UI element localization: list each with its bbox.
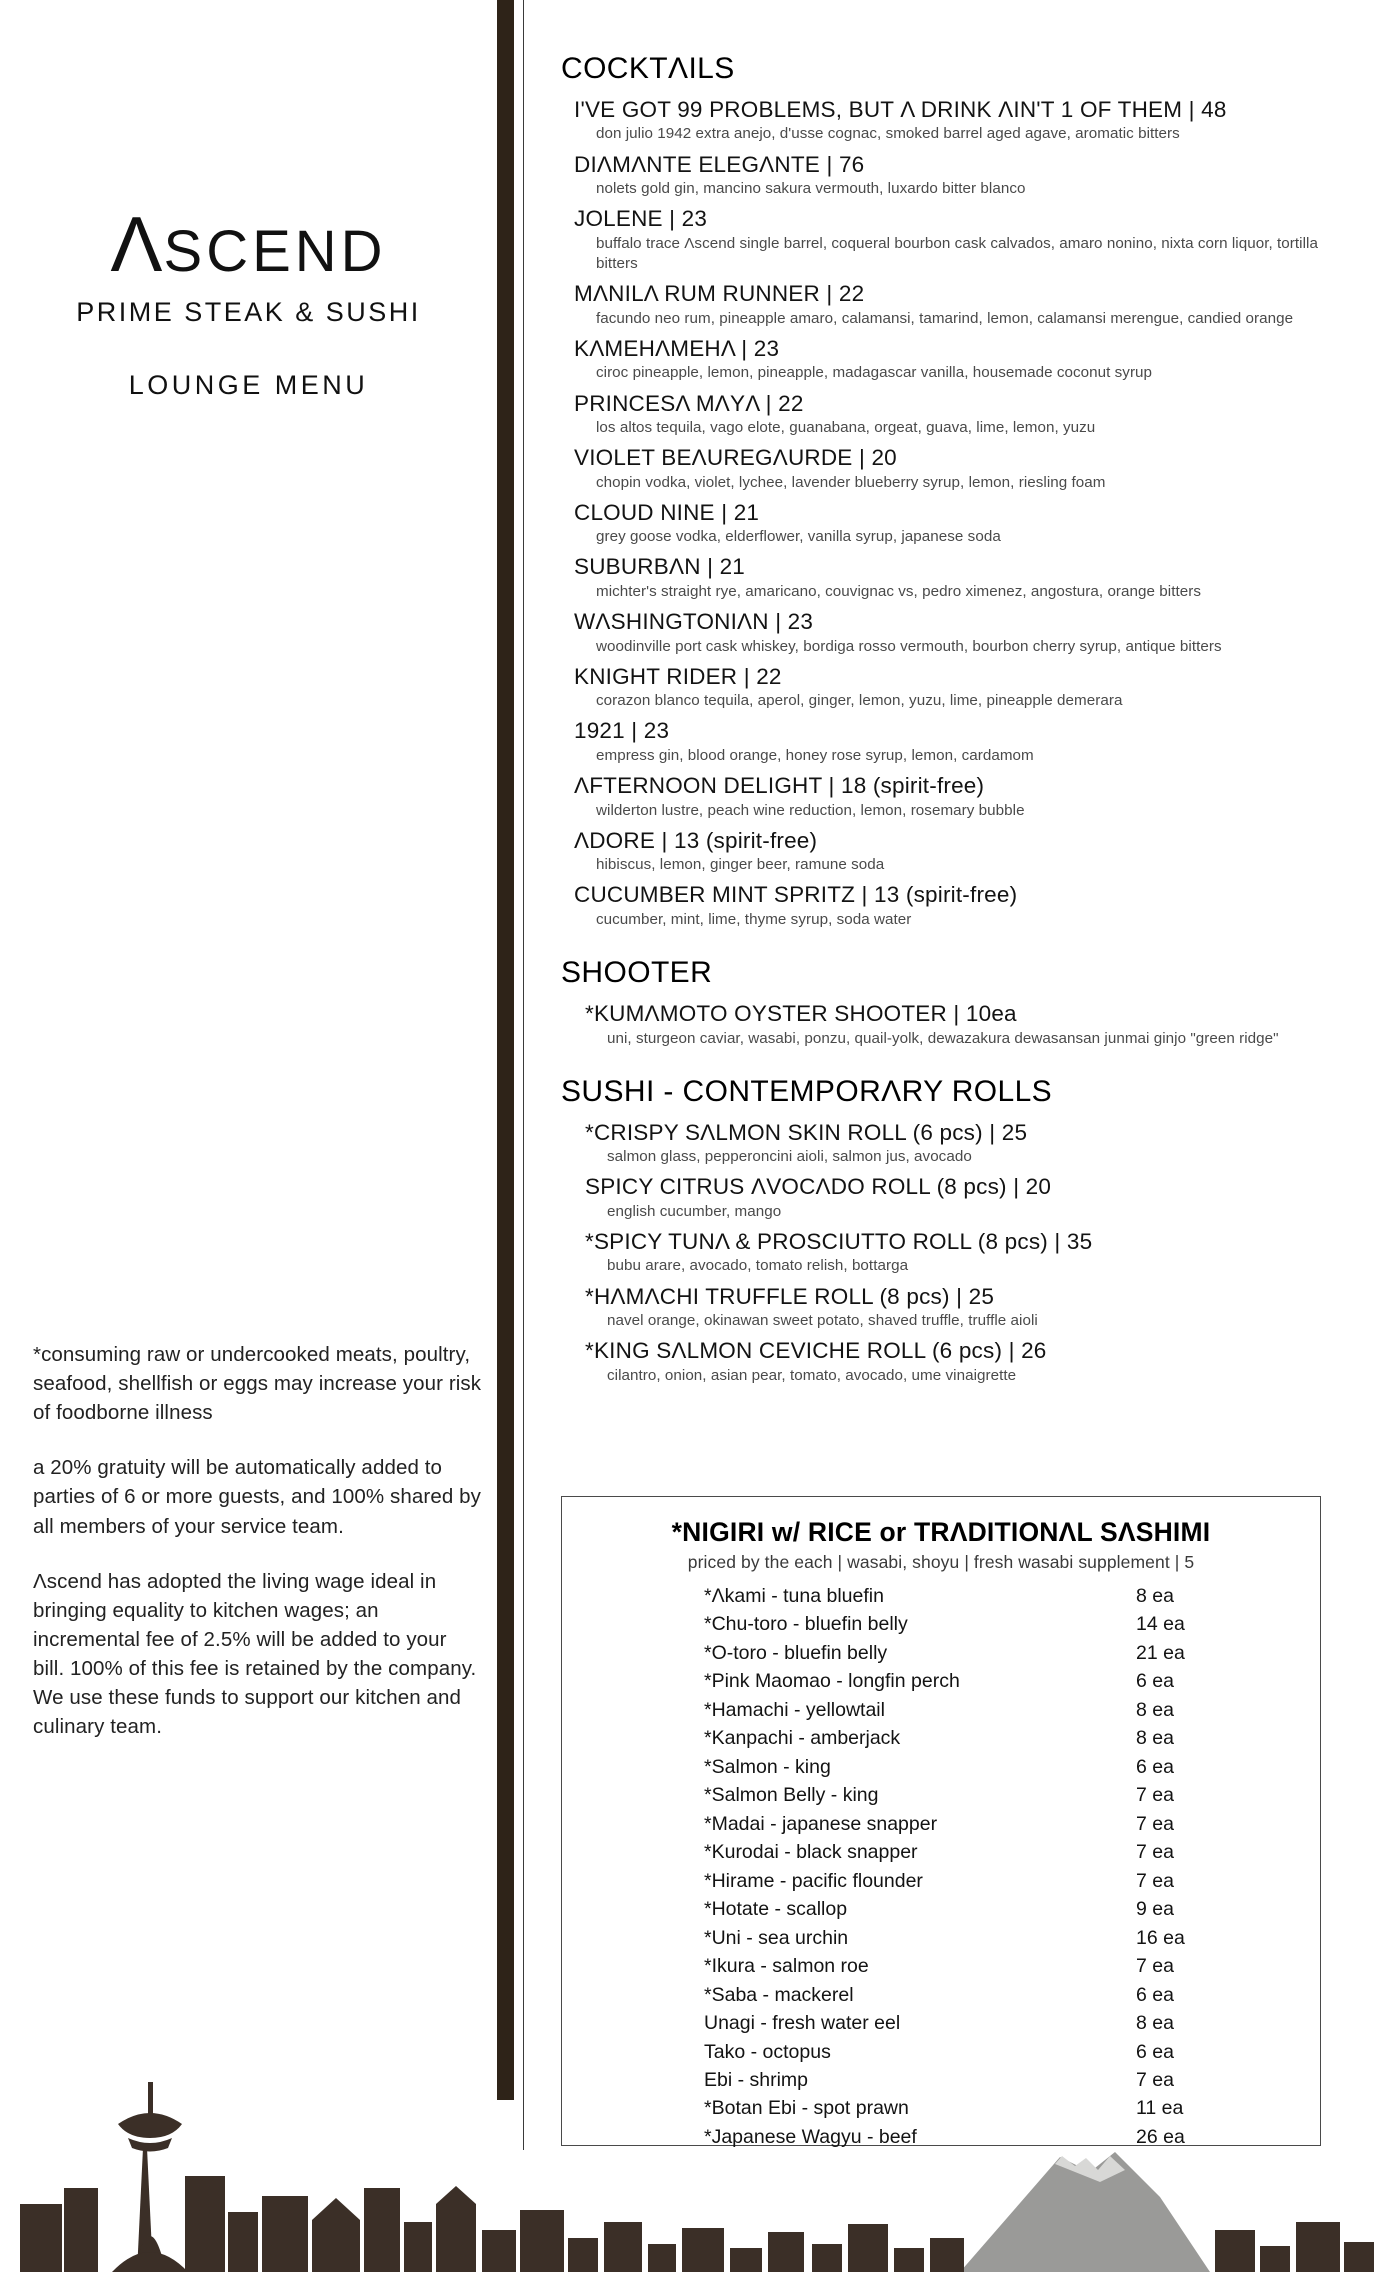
- menu-item: [574, 151, 1340, 200]
- nigiri-item-price: 6 ea: [1136, 1755, 1174, 1778]
- menu-item: [585, 1337, 1340, 1386]
- menu-item: [574, 827, 1340, 876]
- menu-item: [585, 1173, 1340, 1222]
- menu-item: [585, 1228, 1340, 1277]
- right-column: [524, 0, 1380, 1392]
- vertical-divider-bar: [497, 0, 514, 2100]
- menu-item-description: cilantro, onion, asian pear, tomato, avocado, ume vinaigrette: [607, 1366, 1017, 1384]
- menu-item-title: SUBURBΛN | 21: [574, 554, 746, 580]
- menu-item-description: cucumber, mint, lime, thyme syrup, soda water: [596, 910, 912, 928]
- disclaimer-raw-food: *consuming raw or undercooked meats, poultry, seafood, shellfish or eggs may increase your risk of foodborne illness: [33, 1343, 482, 1425]
- brand-logo: [0, 200, 497, 288]
- menu-item-title: 1921 | 23: [574, 718, 670, 744]
- nigiri-row: [704, 1610, 1210, 1638]
- nigiri-item-price: 9 ea: [1136, 1898, 1174, 1921]
- nigiri-item-name: *Ikura - salmon roe: [704, 1955, 869, 1978]
- nigiri-heading: *NIGIRI w/ RICE or TRΛDITIONΛL SΛSHIMI: [671, 1517, 1211, 1547]
- menu-item: [574, 553, 1340, 602]
- nigiri-item-price: 8 ea: [1136, 1585, 1174, 1607]
- nigiri-row: [704, 2038, 1210, 2066]
- menu-item-title: VIOLET BEΛUREGΛURDE | 20: [574, 445, 897, 471]
- nigiri-item-name: *Λkami - tuna bluefin: [704, 1585, 884, 1607]
- nigiri-item-price: 6 ea: [1136, 1983, 1174, 2006]
- brand-block: [0, 200, 497, 401]
- menu-item-description: buffalo trace Λscend single barrel, coqueral bourbon cask calvados, amaro nonino, nixta corn liquor, tortilla bitters: [596, 234, 1318, 272]
- menu-item-description: ciroc pineapple, lemon, pineapple, madagascar vanilla, housemade coconut syrup: [596, 364, 1153, 382]
- menu-item: [585, 1119, 1340, 1168]
- nigiri-item-name: *Botan Ebi - spot prawn: [704, 2097, 909, 2120]
- menu-item-description: salmon glass, pepperoncini aioli, salmon jus, avocado: [607, 1148, 972, 1166]
- nigiri-subheading: priced by the each | wasabi, shoyu | fresh wasabi supplement | 5: [687, 1552, 1195, 1572]
- menu-item-title: *HΛMΛCHI TRUFFLE ROLL (8 pcs) | 25: [585, 1283, 995, 1309]
- nigiri-item-price: 8 ea: [1136, 1698, 1174, 1721]
- nigiri-item-name: *Salmon Belly - king: [704, 1784, 879, 1807]
- nigiri-item-name: *Uni - sea urchin: [704, 1926, 849, 1949]
- menu-item-description: wilderton lustre, peach wine reduction, lemon, rosemary bubble: [596, 801, 1025, 819]
- nigiri-row: [704, 1952, 1210, 1980]
- menu-item-description: corazon blanco tequila, aperol, ginger, lemon, yuzu, lime, pineapple demerara: [596, 692, 1123, 710]
- nigiri-row: [704, 1667, 1210, 1695]
- disclaimer-gratuity: a 20% gratuity will be automatically added to parties of 6 or more guests, and 100% shared by all members of your service team.: [33, 1456, 481, 1538]
- nigiri-item-price: 16 ea: [1136, 1926, 1185, 1949]
- nigiri-row: [704, 2009, 1210, 2037]
- menu-item: [574, 881, 1340, 930]
- menu-item-description: uni, sturgeon caviar, wasabi, ponzu, quail-yolk, dewazakura dewasansan junmai ginjo "green ridge": [607, 1029, 1279, 1047]
- menu-item-title: CUCUMBER MINT SPRITZ | 13 (spirit-free): [574, 882, 1018, 908]
- menu-item-title: *KUMΛMOTO OYSTER SHOOTER | 10ea: [585, 1001, 1017, 1027]
- shooter-list: [561, 1000, 1340, 1049]
- nigiri-row: [704, 1582, 1210, 1610]
- nigiri-price-list: [580, 1582, 1302, 2151]
- menu-item: [574, 444, 1340, 493]
- menu-item-description: facundo neo rum, pineapple amaro, calamansi, tamarind, lemon, calamansi merengue, candied orange: [596, 309, 1294, 327]
- nigiri-item-price: 14 ea: [1136, 1613, 1185, 1636]
- nigiri-item-name: *Kurodai - black snapper: [704, 1841, 918, 1864]
- disclaimer-living-wage: Λscend has adopted the living wage ideal in bringing equality to kitchen wages; an incremental fee of 2.5% will be added to your bill. 100% of this fee is retained by the company. We use these funds to support our kitchen and culinary team.: [33, 1569, 477, 1739]
- nigiri-row: [704, 1781, 1210, 1809]
- menu-item-description: michter's straight rye, amaricano, couvignac vs, pedro ximenez, angostura, orange bitters: [596, 582, 1202, 600]
- section-heading-cocktails: COCKTΛILS: [561, 52, 735, 85]
- nigiri-item-name: *Saba - mackerel: [704, 1983, 854, 2006]
- menu-item-title: JOLENE | 23: [574, 206, 708, 232]
- menu-item: [585, 1283, 1340, 1332]
- nigiri-row: [704, 2123, 1210, 2151]
- cocktails-list: [561, 96, 1340, 930]
- menu-item-title: *CRISPY SΛLMON SKIN ROLL (6 pcs) | 25: [585, 1119, 1028, 1145]
- brand-logo-rest: SCEND: [163, 219, 387, 284]
- nigiri-item-price: 6 ea: [1136, 2040, 1174, 2063]
- nigiri-row: [704, 1724, 1210, 1752]
- nigiri-item-price: 7 ea: [1136, 1869, 1174, 1892]
- menu-item-description: nolets gold gin, mancino sakura vermouth, luxardo bitter blanco: [596, 180, 1026, 198]
- nigiri-sashimi-panel: [561, 1496, 1321, 2146]
- nigiri-item-price: 7 ea: [1136, 1812, 1174, 1835]
- menu-item-description: los altos tequila, vago elote, guanabana, orgeat, guava, lime, lemon, yuzu: [596, 418, 1096, 436]
- nigiri-item-price: 7 ea: [1136, 1955, 1174, 1978]
- menu-item: [574, 717, 1340, 766]
- nigiri-row: [704, 1924, 1210, 1952]
- nigiri-row: [704, 1867, 1210, 1895]
- nigiri-item-price: 8 ea: [1136, 2012, 1174, 2035]
- menu-item: [574, 390, 1340, 439]
- nigiri-item-name: Ebi - shrimp: [704, 2068, 809, 2091]
- menu-item-description: grey goose vodka, elderflower, vanilla syrup, japanese soda: [596, 528, 1001, 546]
- menu-item-title: DIΛMΛNTE ELEGΛNTE | 76: [574, 151, 865, 177]
- menu-item-title: *SPICY TUNΛ & PROSCIUTTO ROLL (8 pcs) | 35: [585, 1229, 1093, 1255]
- nigiri-row: [704, 1838, 1210, 1866]
- menu-item-description: empress gin, blood orange, honey rose syrup, lemon, cardamom: [596, 746, 1034, 764]
- menu-item-description: hibiscus, lemon, ginger beer, ramune soda: [596, 856, 885, 874]
- menu-item: [574, 205, 1340, 274]
- nigiri-row: [704, 2094, 1210, 2122]
- menu-item: [574, 280, 1340, 329]
- section-heading-shooter: SHOOTER: [561, 956, 713, 990]
- menu-item-title: ΛFTERNOON DELIGHT | 18 (spirit-free): [574, 773, 985, 799]
- nigiri-row: [704, 1639, 1210, 1667]
- menu-item-description: woodinville port cask whiskey, bordiga rosso vermouth, bourbon cherry syrup, antique bitters: [596, 637, 1222, 655]
- menu-type-label: LOUNGE MENU: [128, 370, 369, 400]
- nigiri-row: [704, 1696, 1210, 1724]
- disclaimer-block: [33, 1340, 483, 1767]
- nigiri-item-name: *Kanpachi - amberjack: [704, 1727, 901, 1750]
- nigiri-item-name: *Madai - japanese snapper: [704, 1812, 938, 1835]
- menu-item: [585, 1000, 1340, 1049]
- menu-item-title: KNIGHT RIDER | 22: [574, 663, 782, 689]
- nigiri-item-price: 6 ea: [1136, 1670, 1174, 1693]
- menu-item-title: I'VE GOT 99 PROBLEMS, BUT Λ DRINK ΛIN'T 1 OF THEM | 48: [574, 97, 1227, 122]
- nigiri-item-price: 11 ea: [1136, 2097, 1184, 2120]
- left-column: [0, 0, 497, 2272]
- menu-item-description: navel orange, okinawan sweet potato, shaved truffle, truffle aioli: [607, 1312, 1038, 1330]
- menu-item-title: MΛNILΛ RUM RUNNER | 22: [574, 281, 865, 307]
- nigiri-item-price: 21 ea: [1136, 1641, 1185, 1664]
- nigiri-item-price: 7 ea: [1136, 1841, 1174, 1864]
- nigiri-item-name: *Hamachi - yellowtail: [704, 1698, 885, 1721]
- nigiri-item-name: *Chu-toro - bluefin belly: [704, 1613, 908, 1636]
- menu-item-title: CLOUD NINE | 21: [574, 499, 760, 525]
- menu-item: [574, 772, 1340, 821]
- nigiri-row: [704, 1753, 1210, 1781]
- nigiri-row: [704, 1810, 1210, 1838]
- menu-item-description: english cucumber, mango: [607, 1202, 782, 1220]
- nigiri-row: [704, 2066, 1210, 2094]
- menu-item-title: KΛMEHΛMEHΛ | 23: [574, 335, 780, 361]
- menu-item-description: don julio 1942 extra anejo, d'usse cognac, smoked barrel aged agave, aromatic bitters: [596, 125, 1180, 143]
- nigiri-item-name: Tako - octopus: [704, 2040, 831, 2063]
- brand-logo-initial: Λ: [110, 200, 164, 288]
- menu-item-title: SPICY CITRUS ΛVOCΛDO ROLL (8 pcs) | 20: [585, 1174, 1052, 1200]
- menu-item-description: bubu arare, avocado, tomato relish, bottarga: [607, 1257, 909, 1275]
- menu-item: [574, 499, 1340, 548]
- nigiri-item-price: 8 ea: [1136, 1727, 1174, 1750]
- nigiri-item-name: *Hotate - scallop: [704, 1898, 848, 1921]
- nigiri-item-name: *Hirame - pacific flounder: [704, 1869, 923, 1892]
- menu-item: [574, 663, 1340, 712]
- menu-item-title: ΛDORE | 13 (spirit-free): [574, 827, 818, 853]
- nigiri-row: [704, 1895, 1210, 1923]
- nigiri-item-price: 7 ea: [1136, 2068, 1174, 2091]
- nigiri-item-name: Unagi - fresh water eel: [704, 2012, 901, 2035]
- nigiri-item-name: *Japanese Wagyu - beef: [704, 2125, 917, 2148]
- menu-item-title: WΛSHINGTONIΛN | 23: [574, 609, 814, 635]
- menu-item: [574, 335, 1340, 384]
- nigiri-item-name: *Pink Maomao - longfin perch: [704, 1670, 960, 1693]
- menu-item: [574, 608, 1340, 657]
- nigiri-item-price: 26 ea: [1136, 2125, 1185, 2148]
- menu-item-description: chopin vodka, violet, lychee, lavender blueberry syrup, lemon, riesling foam: [596, 473, 1106, 491]
- section-heading-rolls: SUSHI - CONTEMPORΛRY ROLLS: [561, 1074, 1053, 1108]
- brand-subtitle: PRIME STEAK & SUSHI: [76, 297, 421, 327]
- nigiri-item-name: *Salmon - king: [704, 1755, 831, 1778]
- menu-item-title: PRINCESΛ MΛYΛ | 22: [574, 390, 804, 416]
- rolls-list: [561, 1119, 1340, 1386]
- nigiri-row: [704, 1981, 1210, 2009]
- nigiri-item-price: 7 ea: [1136, 1784, 1174, 1807]
- nigiri-item-name: *O-toro - bluefin belly: [704, 1641, 888, 1664]
- menu-item-title: *KING SΛLMON CEVICHE ROLL (6 pcs) | 26: [585, 1338, 1047, 1364]
- menu-item: [574, 96, 1340, 145]
